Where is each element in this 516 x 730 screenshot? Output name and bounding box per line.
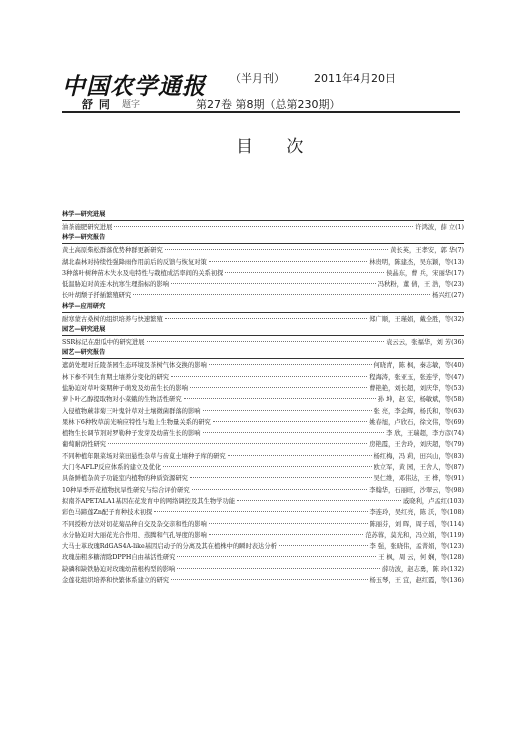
toc-entry (62, 485, 464, 496)
entry-title: 果林下6种牧草前光响应特性与地上生物量关系的研究 (62, 418, 211, 426)
section-heading: 林学—应用研究 (62, 302, 464, 313)
volume-issue: 第27卷 第8期（总第230期） (196, 98, 341, 111)
entry-title: 具备鲜植杂黄子功能室内植物的种质资源研究 (62, 475, 188, 483)
dot-leader (177, 568, 380, 569)
header-rule (62, 111, 460, 113)
entry-authors-page: 袁云云，张福华，刘 芳(36) (386, 339, 464, 347)
dot-leader (213, 421, 367, 422)
dot-leader (171, 283, 376, 284)
entry-title: SSR标记在甜瓜中的研究进展 (62, 339, 145, 347)
toc-entry (62, 541, 464, 552)
dot-leader (228, 455, 372, 456)
dot-leader (203, 410, 372, 411)
dot-leader (225, 272, 384, 273)
toc-entry (62, 257, 464, 268)
entry-title: 大马士革玫瑰RdGAS4A-like基因启动子的分离及其在植株中的瞬时表达分析 (62, 543, 277, 551)
section-heading: 园艺—研究进展 (62, 325, 464, 336)
dot-leader (133, 294, 430, 295)
calligrapher-name: 舒 同 (82, 98, 111, 111)
entry-authors-page: 陈丽芬，刘 晖，周子瑶，等(114) (369, 520, 464, 528)
issue-date: 2011年4月20日 (314, 72, 396, 85)
toc-entry (62, 439, 464, 450)
entry-authors-page: 李 欣，王瑞超，李方彦(74) (386, 430, 464, 438)
entry-title: 10种旱季开花植物抗旱性研究与综合评价研究 (62, 486, 190, 494)
entry-title: 金莲花组织培养和快繁体系建立的研究 (62, 577, 170, 585)
entry-authors-page: 房艳霞，王舍玲，刘庆超，等(79) (369, 441, 464, 449)
entry-authors-page: 欧立军，黄 园，王舍人，等(87) (373, 464, 464, 472)
toc-entry (62, 314, 464, 325)
entry-title: 玫瑰茄粗多糖清除DPPH自由基活性研究 (62, 554, 176, 562)
toc-title: 目 次 (236, 137, 318, 157)
dot-leader (190, 387, 367, 388)
entry-title: 林下参不同生育期土壤养分变化的研究 (62, 373, 170, 381)
dot-leader (209, 534, 363, 535)
entry-authors-page: 吴仁维，邓伟达，王 桦，等(91) (373, 475, 464, 483)
entry-authors-page: 林贵明，陈建杰，吴东颖，等(13) (369, 258, 464, 266)
entry-authors-page: 薛功波，赵志勇，陈 玲(132) (382, 565, 464, 573)
entry-title: 油茶施肥研究进展 (62, 224, 113, 231)
entry-authors-page: 何晓青，陈 枫，秦志敏，等(40) (373, 362, 464, 370)
entry-authors-page: 王 枫，周 云，何 娴，等(128) (378, 554, 464, 562)
entry-title: 遮荫处理对丘陵茶园生态环境及茶树气体交换的影响 (62, 362, 207, 370)
table-of-contents (62, 210, 464, 586)
entry-authors-page: 张 亮，李金辉，杨氏和，等(63) (373, 407, 464, 415)
toc-entry (62, 360, 464, 371)
dot-leader (114, 226, 413, 227)
toc-entry (62, 451, 464, 462)
entry-authors-page: 许鸿波，薛 立(1) (415, 224, 464, 231)
entry-title: 不同授粉方法对切花菊品种自交及杂交亲和性的影响 (62, 520, 207, 528)
entry-authors-page: 戚晓利，卢孟红(103) (402, 497, 464, 505)
entry-title: 盐胁迫对草叶葵期种子萌发及幼苗生长的影响 (62, 384, 188, 392)
toc-entry (62, 496, 464, 507)
dot-leader (165, 249, 388, 250)
section-heading: 园艺—研究报告 (62, 348, 464, 359)
toc-entry (62, 245, 464, 256)
entry-title: 耐寒蒙古桑树的组织培养与快速繁殖 (62, 315, 163, 323)
entry-title: 黄土高原柴松群落优势种群更新研究 (62, 247, 163, 255)
dot-leader (192, 489, 368, 490)
entry-title: 低温胁迫对黄连木抗寒生理指标的影响 (62, 281, 170, 289)
entry-title: 水分胁迫对大丽花光合作用、蒸腾和气孔导度的影响 (62, 531, 207, 539)
dot-leader (171, 579, 367, 580)
entry-title: 彩色马蹄莲Zn配子育种技术初探 (62, 509, 153, 517)
toc-entry (62, 552, 464, 563)
toc-entry (62, 394, 464, 405)
dot-leader (209, 523, 368, 524)
dot-leader (165, 318, 367, 319)
entry-authors-page: 孙 坤，赵 宏，杨敏斌，等(58) (377, 396, 464, 404)
toc-entry (62, 290, 464, 301)
entry-title: 缺磷和缺铁胁迫对玫瑰幼苗根构型的影响 (62, 565, 176, 573)
dot-leader (237, 500, 401, 501)
dot-leader (184, 398, 376, 399)
entry-title: 3种落叶树种苗木失水及电特性与栽植成活率间的关系初探 (62, 269, 224, 277)
entry-title: 湖北森林对持续性强降雨作用前后的反馈与恢复对策 (62, 258, 207, 266)
entry-title: 不同种植年限菜场对菜田悬性杂草与齿莧土壤种子库的研究 (62, 452, 226, 460)
dot-leader (209, 364, 372, 365)
toc-entry (62, 279, 464, 290)
toc-entry (62, 428, 464, 439)
toc-entry (62, 383, 464, 394)
entry-authors-page: 郑广顺，王瑾娟，戴全胜，等(32) (369, 315, 464, 323)
entry-title: 植物生长调节剂对罗勒种子发芽及幼苗生长的影响 (62, 430, 201, 438)
toc-entry (62, 406, 464, 417)
dot-leader (190, 477, 372, 478)
calligraphy-credit: 题字 (122, 100, 141, 110)
dot-leader (279, 545, 368, 546)
entry-authors-page: 冯秋粉，董 倩，王 浩，等(23) (377, 281, 464, 289)
entry-authors-page: 李翰华，石丽旺，沙翠云，等(98) (369, 486, 464, 494)
entry-authors-page: 程海涛，张亚玉，张连学，等(47) (369, 373, 464, 381)
entry-authors-page: 曹艳艳，刘长超，刘庆华，等(53) (369, 384, 464, 392)
entry-authors-page: 李 强，张晓伟，孟菁娟，等(123) (369, 543, 464, 551)
dot-leader (203, 432, 385, 433)
toc-entry (62, 462, 464, 473)
toc-entry (62, 564, 464, 575)
toc-entry (62, 372, 464, 383)
section-heading: 林学—研究报告 (62, 233, 464, 244)
entry-title: 大门冬AFLP反应体系的建立及优化 (62, 464, 162, 472)
masthead (0, 0, 516, 157)
toc-entry (62, 417, 464, 428)
entry-authors-page: 黄长英，王孝安，郭 华(7) (390, 247, 464, 255)
dot-leader (177, 556, 376, 557)
toc-entry (62, 222, 464, 233)
dot-leader (163, 466, 371, 467)
toc-entry (62, 473, 464, 484)
dot-leader (147, 341, 385, 342)
toc-entry (62, 268, 464, 279)
dot-leader (108, 443, 367, 444)
entry-title: 拟南芥APETALA1基因在花发育中的网络调控及其生物学功能 (62, 497, 236, 505)
entry-title: 萝卜叶乙醇提取物对小菜蛾的生物活性研究 (62, 396, 182, 404)
dot-leader (171, 376, 367, 377)
entry-authors-page: 姚春旭，卢欣石，徐文伟，等(69) (369, 418, 464, 426)
publication-period: （半月刊） (230, 72, 285, 85)
entry-authors-page: 李连玲，吴红亮，陈 沃，等(108) (369, 509, 464, 517)
entry-authors-page: 侯晶东，曹 兵，宋丽华(17) (386, 269, 464, 277)
dot-leader (209, 261, 367, 262)
toc-entry (62, 530, 464, 541)
entry-authors-page: 杨兴红(27) (432, 292, 464, 300)
journal-logo: 中国农学通报 (62, 73, 206, 100)
entry-title: 葡萄耐荫性研究 (62, 441, 107, 449)
dot-leader (154, 511, 367, 512)
toc-entry (62, 519, 464, 530)
entry-title: 入侵植物蕨菲菊三叶鬼针草对土壤微菌群落的影响 (62, 407, 201, 415)
entry-title: 长叶胡颓子扦插繁殖研究 (62, 292, 132, 300)
toc-entry (62, 575, 464, 586)
entry-authors-page: 杨红梅，冯 莉，田兴山，等(83) (373, 452, 464, 460)
entry-authors-page: 范苏蓉，莫光和，冯立娟，等(119) (365, 531, 464, 539)
entry-authors-page: 杨玉琴，王 宜，赵红霞，等(136) (369, 577, 464, 585)
section-heading: 林学—研究进展 (62, 210, 464, 221)
toc-entry (62, 507, 464, 518)
toc-entry (62, 337, 464, 348)
